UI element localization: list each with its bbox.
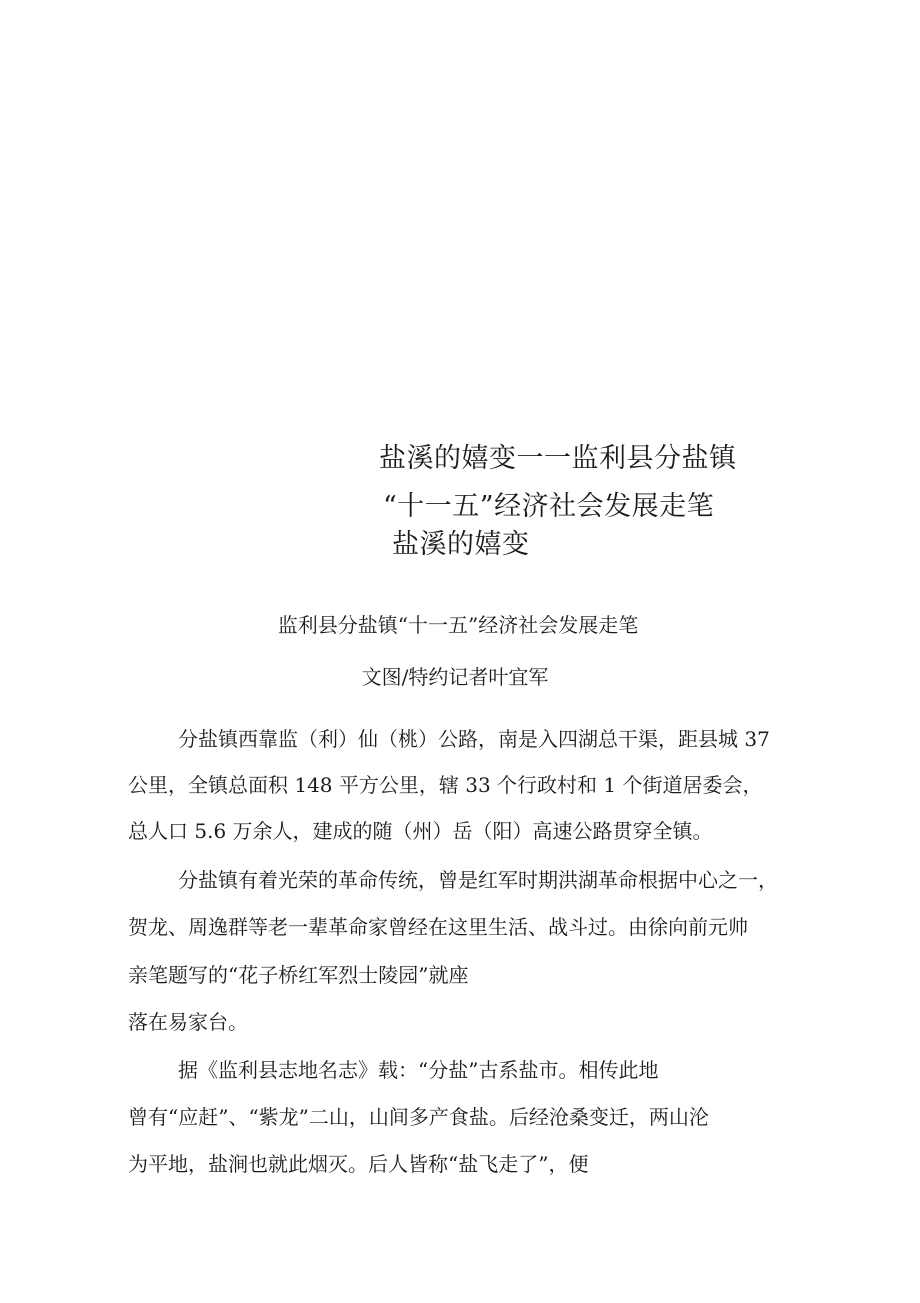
body-line-10: 为平地，盐涧也就此烟灭。后人皆称“盐飞走了”，便 bbox=[128, 1152, 589, 1176]
body-line-3: 总人口 5.6 万余人，建成的随（州）岳（阳）高速公路贯穿全镇。 bbox=[128, 819, 713, 843]
body-line-5: 贺龙、周逸群等老一辈革命家曾经在这里生活、战斗过。由徐向前元帅 bbox=[128, 915, 748, 939]
body-line-9: 曾有“应赶”、“紫龙”二山，山间多产食盐。后经沧桑变迁，两山沦 bbox=[128, 1105, 709, 1129]
body-line-2: 公里，全镇总面积 148 平方公里，辖 33 个行政村和 1 个街道居委会， bbox=[128, 773, 763, 797]
body-line-1: 分盐镇西靠监（利）仙（桃）公路，南是入四湖总干渠，距县城 37 bbox=[178, 727, 770, 751]
body-line-4: 分盐镇有着光荣的革命传统，曾是红军时期洪湖革命根据中心之一， bbox=[178, 868, 778, 892]
title-line-2: “十一五”经济社会发展走笔 bbox=[383, 491, 715, 522]
body-line-8: 据《监利县志地名志》载：“分盐”古系盐市。相传此地 bbox=[178, 1058, 659, 1082]
title-line-1: 盐溪的嬉变一一监利县分盐镇 bbox=[379, 443, 737, 474]
body-line-7: 落在易家台。 bbox=[128, 1010, 248, 1034]
byline: 文图/特约记者叶宜军 bbox=[361, 665, 549, 689]
body-line-6: 亲笔题写的“花子桥红军烈士陵园”就座 bbox=[128, 963, 469, 987]
title-line-3: 盐溪的嬉变 bbox=[392, 529, 530, 560]
subtitle: 监利县分盐镇“十一五”经济社会发展走笔 bbox=[277, 613, 639, 637]
